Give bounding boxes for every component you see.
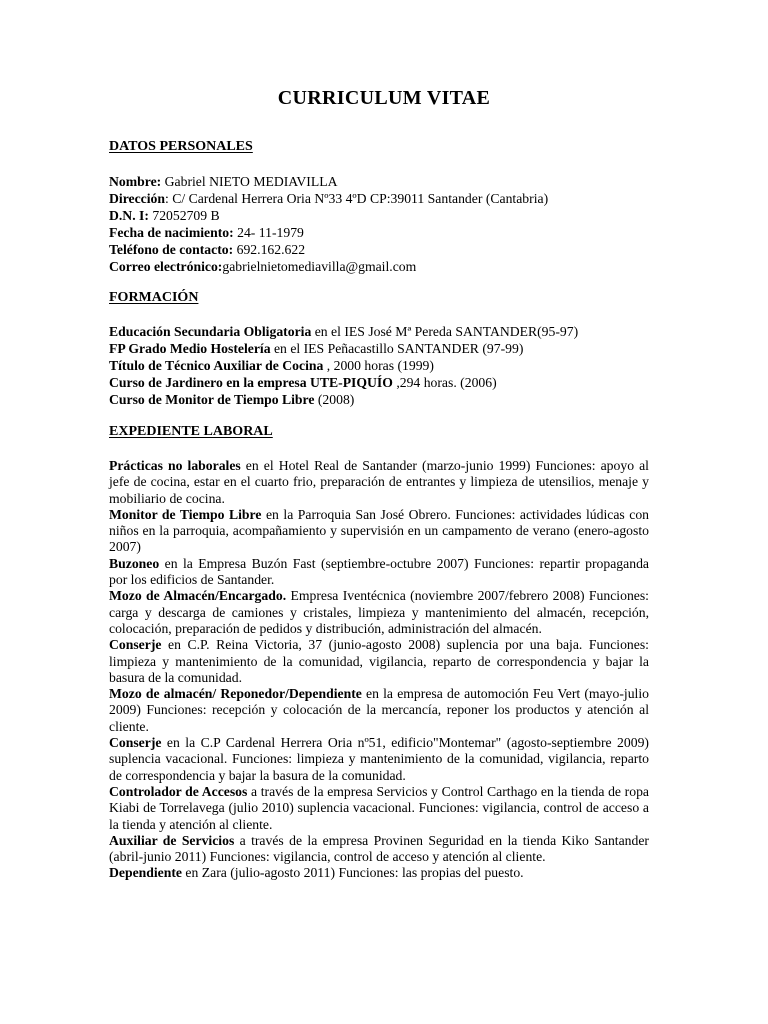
experience-entry: Auxiliar de Servicios a través de la empresa Provinen Seguridad en la tienda Kiko Santander (abril-junio 2011) Funciones: vigilancia, control de acceso y atención al cliente. <box>109 832 649 865</box>
education-item: FP Grado Medio Hostelería en el IES Peñacastillo SANTANDER (97-99) <box>109 341 524 356</box>
education-item: Título de Técnico Auxiliar de Cocina , 2000 horas (1999) <box>109 358 434 373</box>
experience-entry: Buzoneo en la Empresa Buzón Fast (septiembre-octubre 2007) Funciones: repartir propaganda por los edificios de Santander. <box>109 555 649 588</box>
education-item: Curso de Monitor de Tiempo Libre (2008) <box>109 392 355 407</box>
education-heading: FORMACIÓN <box>109 290 199 305</box>
experience-entry: Mozo de almacén/ Reponedor/Dependiente en la empresa de automoción Feu Vert (mayo-julio 2009) Funciones: recepción y colocación de la mercancía, reponer los productos y atención al cliente. <box>109 686 649 734</box>
experience-entry: Dependiente en Zara (julio-agosto 2011) Funciones: las propias del puesto. <box>109 865 524 881</box>
personal-birthdate-row: Fecha de nacimiento: 24- 11-1979 <box>109 225 304 240</box>
personal-data-section <box>109 173 649 275</box>
education-item: Educación Secundaria Obligatoria en el IES José Mª Pereda SANTANDER(95-97) <box>109 324 579 339</box>
personal-address-row: Dirección: C/ Cardenal Herrera Oria Nº33 4ºD CP:39011 Santander (Cantabria) <box>109 191 549 206</box>
experience-entry: Prácticas no laborales en el Hotel Real de Santander (marzo-junio 1999) Funciones: apoyo al jefe de cocina, estar en el cuarto frio, preparación de entrantes y limpieza de utensilios, menaje y mobiliario de cocina. <box>109 458 649 506</box>
experience-heading: EXPEDIENTE LABORAL <box>109 424 273 439</box>
personal-data-heading: DATOS PERSONALES <box>109 139 253 154</box>
personal-id-row: D.N. I: 72052709 B <box>109 208 220 223</box>
personal-phone-row: Teléfono de contacto: 692.162.622 <box>109 242 306 257</box>
personal-email-row: Correo electrónico:gabrielnietomediavilla@gmail.com <box>109 259 417 274</box>
personal-name-row: Nombre: Gabriel NIETO MEDIAVILLA <box>109 174 338 189</box>
experience-entry: Conserje en la C.P Cardenal Herrera Oria nº51, edificio"Montemar" (agosto-septiembre 2009) suplencia vacacional. Funciones: limpieza y mantenimiento de la comunidad, vigilancia, reparto de correspondencia y bajar la basura de la comunidad. <box>109 735 649 783</box>
experience-entry: Monitor de Tiempo Libre en la Parroquia San José Obrero. Funciones: actividades lúdicas con niños en la parroquia, acompañamiento y supervisión en un campamento de verano (enero-agosto 2007) <box>109 506 650 555</box>
experience-entry: Controlador de Accesos a través de la empresa Servicios y Control Carthago en la tienda de ropa Kiabi de Torrelavega (julio 2010) suplencia vacacional. Funciones: vigilancia, control de acceso a la tienda y atención al cliente. <box>109 783 649 832</box>
document-title: CURRICULUM VITAE <box>277 87 491 109</box>
experience-section <box>109 458 649 882</box>
education-section <box>109 323 649 408</box>
education-item: Curso de Jardinero en la empresa UTE-PIQUÍO ,294 horas. (2006) <box>109 375 497 390</box>
experience-entry: Mozo de Almacén/Encargado. Empresa Iventécnica (noviembre 2007/febrero 2008) Funciones: carga y descarga de camiones y cristales, limpieza y mantenimiento del almacén, recepción, colocación, preparación de pedidos y distribución, administración del almacén. <box>109 588 649 636</box>
experience-entry: Conserje en C.P. Reina Victoria, 37 (junio-agosto 2008) suplencia por una baja. Funciones: limpieza y mantenimiento de la comunidad, vigilancia, reparto de correspondencia y bajar la basura de la comunidad. <box>109 637 649 685</box>
